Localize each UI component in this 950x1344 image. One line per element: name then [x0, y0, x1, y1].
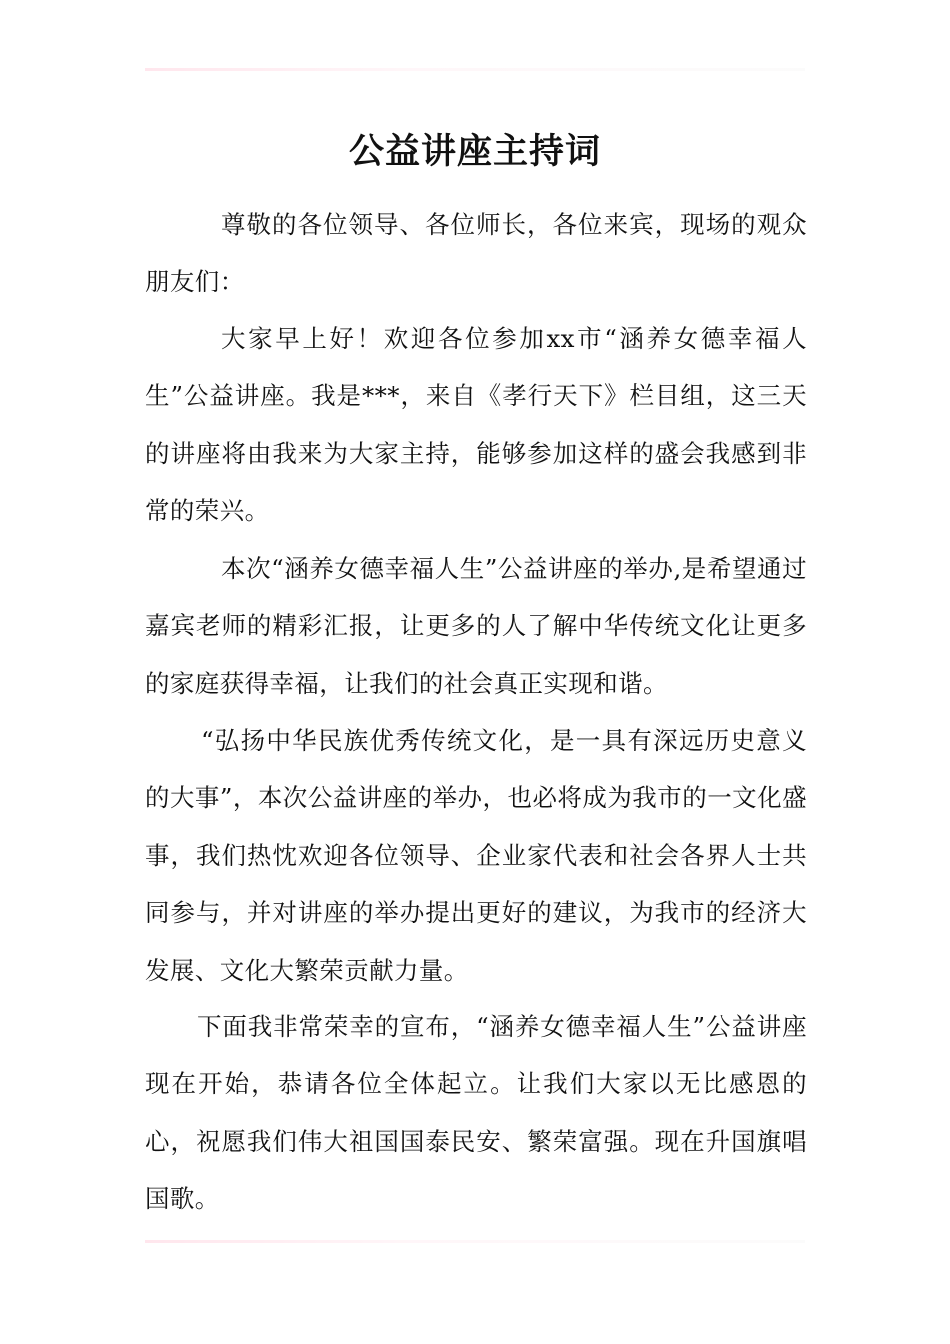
paragraph-purpose: 本次“涵养女德幸福人生”公益讲座的举办,是希望通过嘉宾老师的精彩汇报，让更多的人了解中华传统文化让更多的家庭获得幸福，让我们的社会真正实现和谐。 — [145, 554, 807, 698]
paragraph-opening: 下面我非常荣幸的宣布，“涵养女德幸福人生”公益讲座现在开始，恭请各位全体起立。让我们大家以无比感恩的心，祝愿我们伟大祖国国泰民安、繁荣富强。现在升国旗唱国歌。 — [145, 1012, 807, 1214]
footer-divider — [145, 1240, 805, 1243]
header-divider — [145, 68, 805, 71]
document-title: 公益讲座主持词 — [348, 132, 601, 172]
paragraph-greeting: 尊敬的各位领导、各位师长，各位来宾，现场的观众朋友们： — [145, 210, 807, 297]
paragraph-welcome: 大家早上好！欢迎各位参加xx市“涵养女德幸福人生”公益讲座。我是***，来自《孝行天下》栏目组，这三天的讲座将由我来为大家主持，能够参加这样的盛会我感到非常的荣兴。 — [145, 324, 807, 526]
paragraph-significance: “弘扬中华民族优秀传统文化，是一具有深远历史意义的大事”，本次公益讲座的举办，也必将成为我市的一文化盛事，我们热忱欢迎各位领导、企业家代表和社会各界人士共同参与，并对讲座的举办提出更好的建议，为我市的经济大发展、文化大繁荣贡献力量。 — [145, 726, 807, 985]
